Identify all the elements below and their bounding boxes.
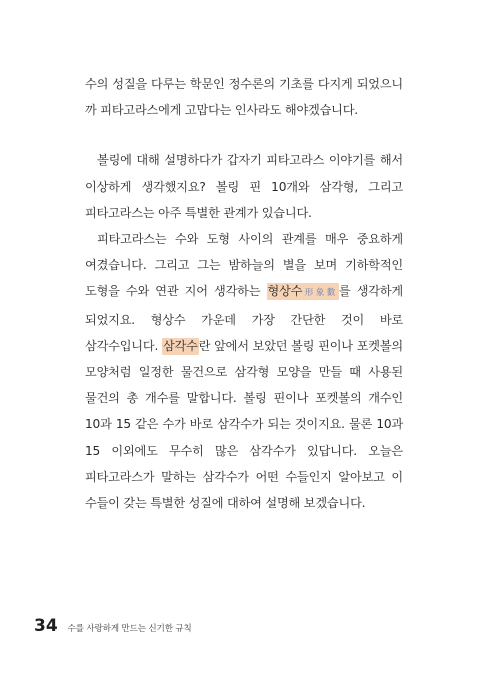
paragraph-1	[85, 71, 403, 123]
page-footer	[34, 616, 192, 636]
paragraph-3-text-c: 란 앞에서 보았던 볼링 핀이나 포켓볼의 모양처럼 일정한 물건으로 삼각형 모양을 만들 때 사용된 물건의 총 개수를 말합니다. 볼링 핀이나 포켓볼의 개수인 10과 15 같은 수가 바로 삼각수가 되는 것이지요. 물론 10과 15 이외에도 무수히 많은 삼각수가 있답니다. 오늘은 피타고라스가 말하는 삼각수가 어떤 수들인지 알아보고 이 수들이 갖는 특별한 성질에 대하여 설명해 보겠습니다.	[85, 338, 403, 511]
paragraph-3-text-b: 를 생각하게 되었지요. 형상수 가운데 가장 간단한 것이 바로 삼각수입니다.	[85, 284, 403, 353]
page-number: 34	[34, 616, 58, 636]
paragraph-2	[85, 147, 403, 226]
running-title: 수를 사랑하게 만드는 신기한 규칙	[67, 624, 192, 634]
paragraph-3	[85, 226, 403, 516]
paragraph-gap	[85, 123, 403, 147]
highlight-term-triangular-number: 삼각수	[162, 338, 198, 353]
paragraph-2-text: 볼링에 대해 설명하다가 갑자기 피타고라스 이야기를 해서 이상하게 생각했지요? 볼링 핀 10개와 삼각형, 그리고 피타고라스는 아주 특별한 관계가 있습니다.	[85, 153, 403, 220]
paragraph-1-text: 수의 성질을 다루는 학문인 정수론의 기초를 다지게 되었으니 까 피타고라스에게 고맙다는 인사라도 해야겠습니다.	[85, 77, 403, 118]
highlight-term-text: 형상수	[267, 284, 303, 299]
hanja-annotation: 形象數	[302, 288, 338, 299]
body-text	[85, 71, 403, 516]
highlight-term-figurate-number	[267, 283, 339, 300]
paragraph-3-text-a: 피타고라스는 수와 도형 사이의 관계를 매우 중요하게 여겼습니다. 그리고 그는 밤하늘의 별을 보며 기하학적인 도형을 수와 연관 지어 생각하는	[85, 232, 403, 299]
